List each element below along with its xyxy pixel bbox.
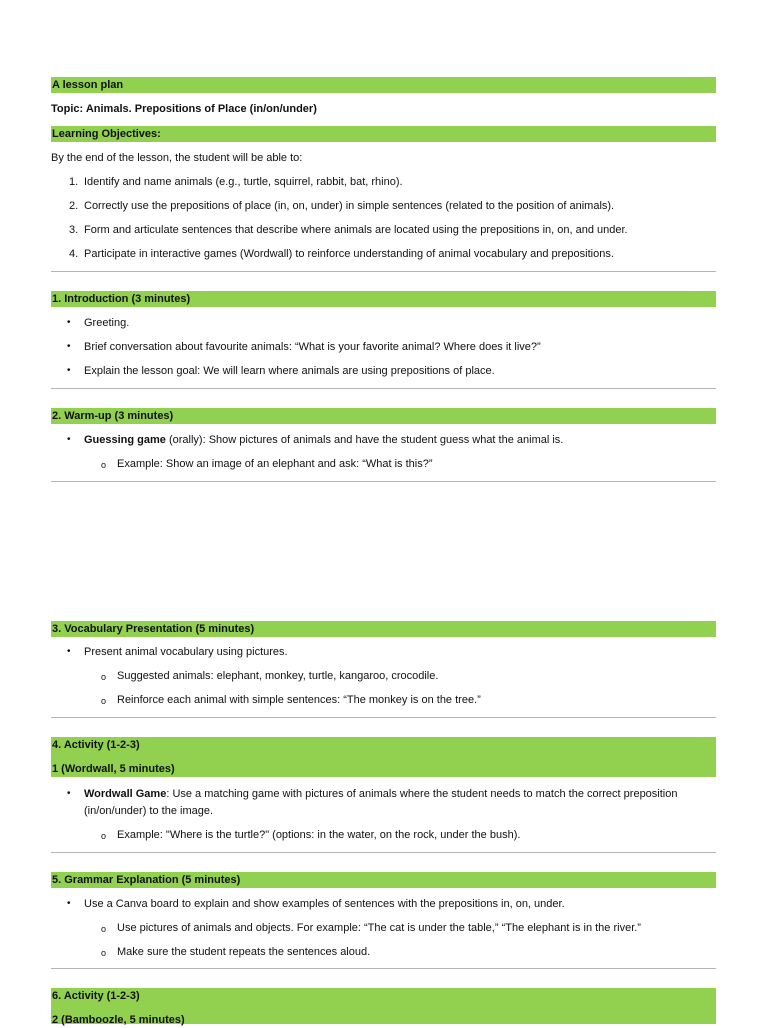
sub-bullet-icon: o [101, 831, 107, 841]
introduction-bullet: Brief conversation about favourite animals: “What is your favorite animal? Where does it live?” [84, 341, 541, 353]
warmup-game-name: Guessing game [84, 434, 166, 446]
grammar-bullet: Use a Canva board to explain and show examples of sentences with the prepositions in, on, under. [84, 898, 565, 910]
grammar-heading: 5. Grammar Explanation (5 minutes) [51, 872, 716, 888]
objective-number: 3. [69, 224, 79, 236]
vocabulary-sub-item: Reinforce each animal with simple sentences: “The monkey is on the tree.” [117, 694, 481, 706]
bullet-icon: • [67, 365, 71, 376]
warmup-example: Example: Show an image of an elephant and ask: “What is this?” [117, 458, 433, 470]
activity-1-heading: 4. Activity (1-2-3) [52, 739, 140, 751]
wordwall-game-name: Wordwall Game [84, 788, 167, 800]
bullet-icon: • [67, 646, 71, 657]
objective-number: 4. [69, 248, 79, 260]
bullet-icon: • [67, 898, 71, 909]
section-divider [51, 271, 716, 272]
introduction-bullet: Greeting. [84, 317, 130, 329]
objectives-heading: Learning Objectives: [51, 126, 716, 142]
activity-2-heading-block [51, 988, 716, 1024]
sub-bullet-icon: o [101, 696, 107, 706]
introduction-bullet: Explain the lesson goal: We will learn where animals are using prepositions of place. [84, 365, 495, 377]
activity-1-bullet [84, 786, 709, 820]
document-title: A lesson plan [51, 77, 716, 93]
topic-line: Topic: Animals. Prepositions of Place (in/on/under) [51, 103, 317, 115]
sub-bullet-icon: o [101, 924, 107, 934]
section-divider [51, 717, 716, 718]
section-divider [51, 968, 716, 969]
objective-number: 1. [69, 176, 79, 188]
warmup-description: (orally): Show pictures of animals and have the student guess what the animal is. [165, 434, 564, 446]
bullet-icon: • [67, 434, 71, 445]
warmup-heading: 2. Warm-up (3 minutes) [51, 408, 716, 424]
vocabulary-heading: 3. Vocabulary Presentation (5 minutes) [51, 621, 716, 637]
objective-text: Identify and name animals (e.g., turtle, squirrel, rabbit, bat, rhino). [84, 176, 403, 188]
sub-bullet-icon: o [101, 460, 107, 470]
sub-bullet-icon: o [101, 948, 107, 958]
objective-text: Participate in interactive games (Wordwall) to reinforce understanding of animal vocabulary and prepositions. [84, 248, 614, 260]
bullet-icon: • [67, 788, 71, 799]
grammar-sub-item: Make sure the student repeats the sentences aloud. [117, 946, 371, 958]
warmup-bullet [84, 432, 709, 449]
activity-2-heading: 6. Activity (1-2-3) [52, 990, 140, 1002]
activity-1-example: Example: "Where is the turtle?" (options: in the water, on the rock, under the bush). [117, 829, 521, 841]
objective-number: 2. [69, 200, 79, 212]
section-divider [51, 481, 716, 482]
vocabulary-bullet: Present animal vocabulary using pictures. [84, 646, 288, 658]
introduction-heading: 1. Introduction (3 minutes) [51, 291, 716, 307]
sub-bullet-icon: o [101, 672, 107, 682]
bullet-icon: • [67, 317, 71, 328]
section-divider [51, 852, 716, 853]
vocabulary-sub-item: Suggested animals: elephant, monkey, turtle, kangaroo, crocodile. [117, 670, 439, 682]
objective-text: Correctly use the prepositions of place (in, on, under) in simple sentences (related to the position of animals). [84, 200, 615, 212]
wordwall-description: : Use a matching game with pictures of animals where the student needs to match the correct preposition (in/on/under) to the image. [84, 788, 678, 817]
grammar-sub-item: Use pictures of animals and objects. For example: “The cat is under the table,” “The elephant is in the river.” [117, 922, 641, 934]
activity-1-heading-block [51, 737, 716, 777]
section-divider [51, 388, 716, 389]
objective-text: Form and articulate sentences that describe where animals are located using the prepositions in, on, and under. [84, 224, 628, 236]
activity-1-subheading: 1 (Wordwall, 5 minutes) [52, 763, 175, 775]
activity-2-subheading: 2 (Bamboozle, 5 minutes) [52, 1014, 185, 1026]
bullet-icon: • [67, 341, 71, 352]
objectives-intro: By the end of the lesson, the student will be able to: [51, 152, 303, 164]
